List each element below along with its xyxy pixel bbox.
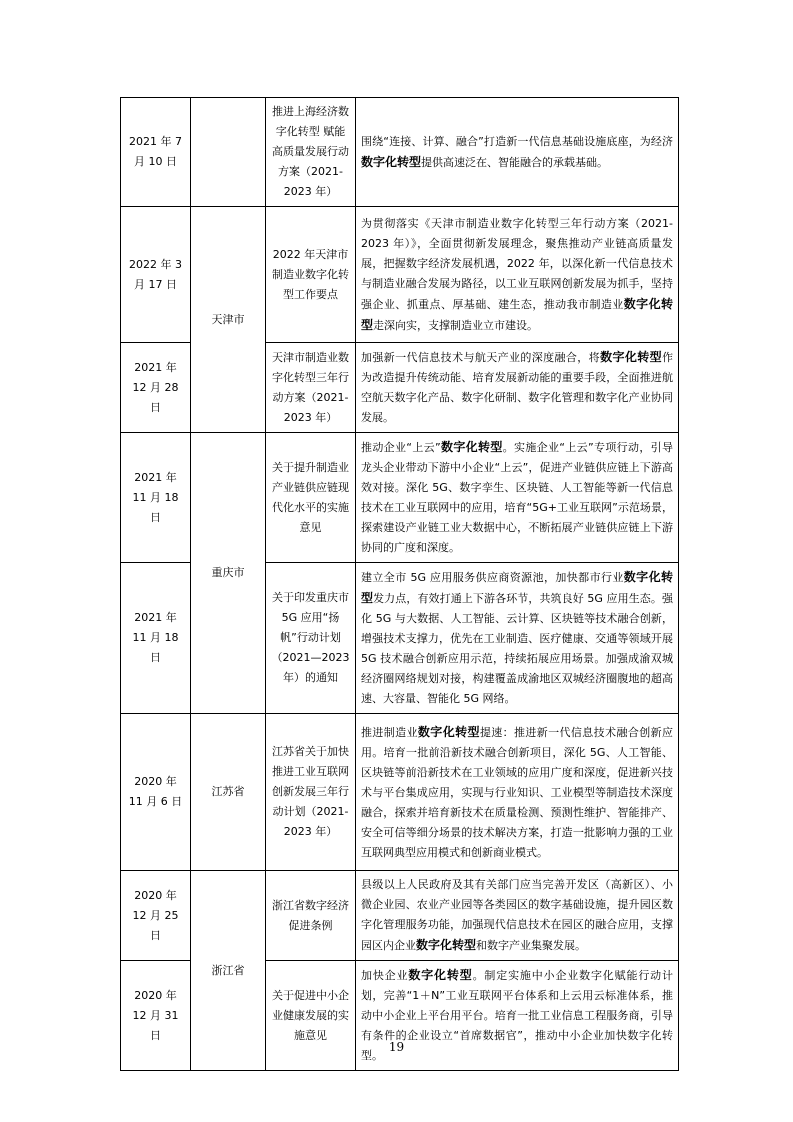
date-cell: 2021 年 12 月 28 日	[121, 343, 191, 433]
policy-content-cell: 加快企业数字化转型。制定实施中小企业数字化赋能行动计划，完善“1＋N”工业互联网平台体系和上云用云标准体系，推动中小企业上平台用平台。培育一批工业信息工程服务商，引导有条件的企业设立“首席数据官”，推动中小企业加快数字化转型。	[356, 961, 679, 1071]
table-row	[121, 714, 679, 871]
highlight-keyword: 数字化转型	[417, 724, 480, 739]
policy-content-cell: 加强新一代信息技术与航天产业的深度融合，将数字化转型作为改造提升传统动能、培育发展新动能的重要手段，全面推进航空航天数字化产品、数字化研制、数字化管理和数字化产业协同发展。	[356, 343, 679, 433]
date-cell: 2022 年 3 月 17 日	[121, 207, 191, 343]
date-cell: 2021 年 7 月 10 日	[121, 98, 191, 207]
date-cell: 2020 年 12 月 31 日	[121, 961, 191, 1071]
policy-title-cell: 天津市制造业数字化转型三年行动方案（2021-2023 年）	[266, 343, 356, 433]
highlight-keyword: 数字化转型	[440, 440, 503, 454]
date-cell: 2021 年 11 月 18 日	[121, 433, 191, 563]
highlight-keyword: 数字化转型	[361, 154, 422, 169]
highlight-keyword: 数字化转型	[416, 938, 477, 952]
table-row	[121, 98, 679, 207]
region-cell: 江苏省	[191, 714, 266, 871]
region-cell: 浙江省	[191, 871, 266, 1071]
policy-title-cell: 关于提升制造业产业链供应链现代化水平的实施意见	[266, 433, 356, 563]
highlight-keyword: 数字化转型	[600, 350, 662, 364]
highlight-keyword: 数字化转型	[361, 570, 673, 605]
highlight-keyword: 数字化转型	[361, 296, 673, 332]
date-cell: 2020 年 11 月 6 日	[121, 714, 191, 871]
policy-table	[120, 97, 679, 1071]
policy-content-cell: 推动企业“上云”数字化转型。实施企业“上云”专项行动，引导龙头企业带动下游中小企业“上云”，促进产业链供应链上下游高效对接。深化 5G、数字孪生、区块链、人工智能等新一代信息技术在工业互联网中的应用，培育“5G+工业互联网”示范场景，探索建设产业链工业大数据中心，不断拓展产业链供应链上下游协同的广度和深度。	[356, 433, 679, 563]
date-cell: 2020 年 12 月 25 日	[121, 871, 191, 961]
table-row	[121, 433, 679, 563]
date-cell: 2021 年 11 月 18 日	[121, 563, 191, 714]
policy-content-cell: 为贯彻落实《天津市制造业数字化转型三年行动方案（2021-2023 年）》，全面贯彻新发展理念，聚焦推动产业链高质量发展，把握数字经济发展机遇，2022 年，以深化新一代信息技术与制造业融合发展为路径，以工业互联网创新发展为抓手，坚持强企业、抓重点、厚基础、建生态，推动我市制造业数字化转型走深向实，支撑制造业立市建设。	[356, 207, 679, 343]
policy-content-cell: 建立全市 5G 应用服务供应商资源池，加快都市行业数字化转型发力点，有效打通上下游各环节，共筑良好 5G 应用生态。强化 5G 与大数据、人工智能、云计算、区块链等技术融合创新，增强技术支撑力，优先在工业制造、医疗健康、交通等领域开展 5G 技术融合创新应用示范，持续拓展应用场景。加强成渝双城经济圈网络规划对接，构建覆盖成渝地区双城经济圈腹地的超高速、大容量、智能化 5G 网络。	[356, 563, 679, 714]
highlight-keyword: 数字化转型	[408, 968, 473, 982]
policy-content-cell: 推进制造业数字化转型提速：推进新一代信息技术融合创新应用。培育一批前沿新技术融合创新项目，深化 5G、人工智能、区块链等前沿新技术在工业领域的应用广度和深度，促进新兴技术与平台集成应用，实现与行业知识、工业模型等制造技术深度融合，探索并培育新技术在质量检测、预测性维护、智能排产、安全可信等细分场景的技术解决方案，打造一批影响力强的工业互联网典型应用模式和创新商业模式。	[356, 714, 679, 871]
region-cell	[191, 98, 266, 207]
table-row	[121, 207, 679, 343]
policy-title-cell: 江苏省关于加快推进工业互联网创新发展三年行动计划（2021-2023 年）	[266, 714, 356, 871]
policy-title-cell: 浙江省数字经济促进条例	[266, 871, 356, 961]
policy-title-cell: 2022 年天津市制造业数字化转型工作要点	[266, 207, 356, 343]
policy-title-cell: 推进上海经济数字化转型 赋能高质量发展行动方案（2021-2023 年）	[266, 98, 356, 207]
policy-content-cell: 县级以上人民政府及其有关部门应当完善开发区（高新区）、小微企业园、农业产业园等各类园区的数字基础设施，提升园区数字化管理服务功能，加强现代信息技术在园区的融合应用，支撑园区内企业数字化转型和数字产业集聚发展。	[356, 871, 679, 961]
page-number: 19	[388, 1040, 405, 1054]
table-row	[121, 871, 679, 961]
policy-title-cell: 关于印发重庆市 5G 应用“扬帆”行动计划 （2021—2023 年）的通知	[266, 563, 356, 714]
policy-title-cell: 关于促进中小企业健康发展的实施意见	[266, 961, 356, 1071]
policy-content-cell: 围绕“连接、计算、融合”打造新一代信息基础设施底座，为经济数字化转型提供高速泛在、智能融合的承载基础。	[356, 98, 679, 207]
region-cell: 天津市	[191, 207, 266, 433]
region-cell: 重庆市	[191, 433, 266, 714]
